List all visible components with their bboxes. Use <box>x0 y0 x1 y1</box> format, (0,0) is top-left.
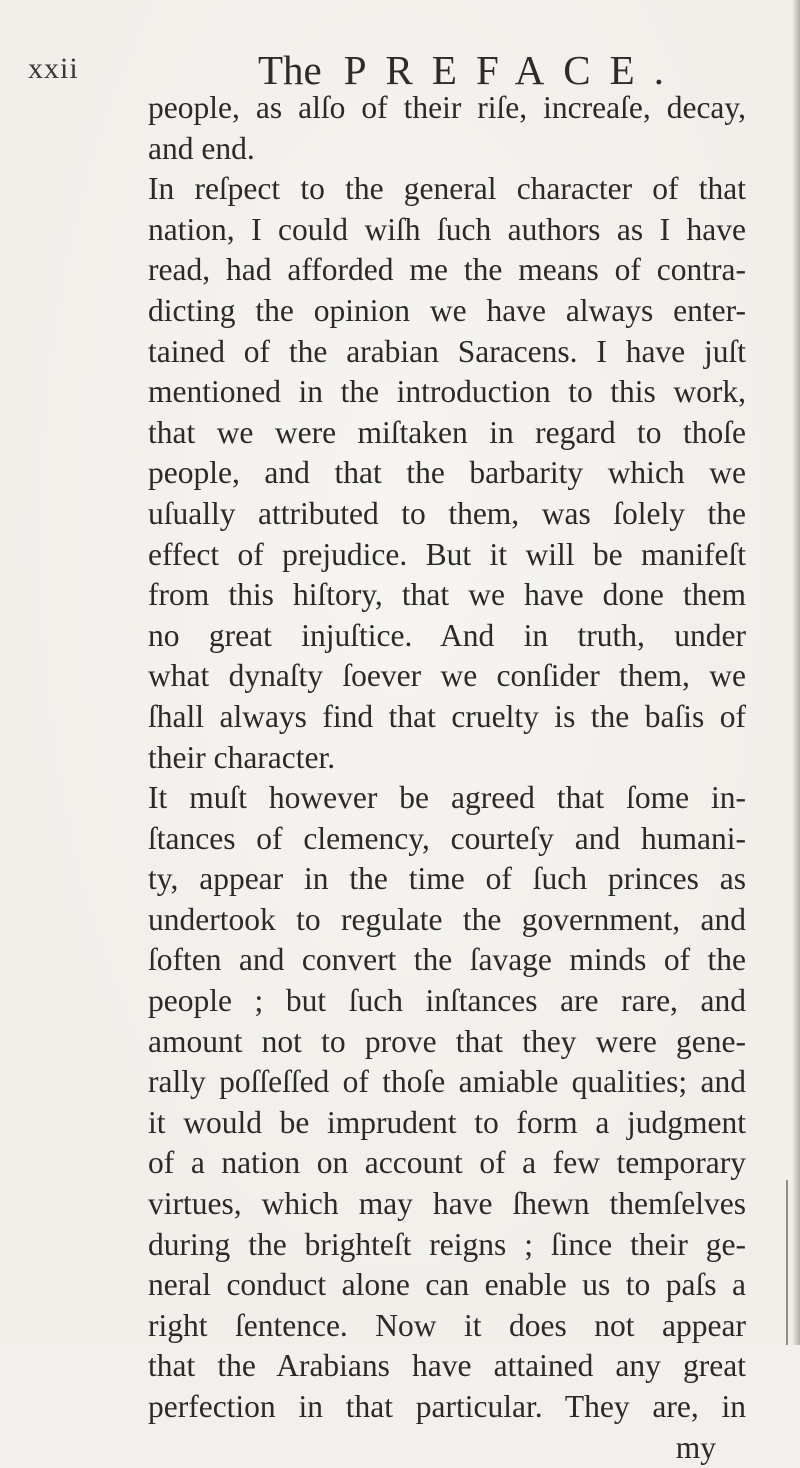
page-number: xxii <box>28 52 79 85</box>
page-edge-line <box>786 1180 788 1345</box>
text-line: ſtances of clemency, courteſy and humani- <box>148 820 746 856</box>
catchword: my <box>675 1429 716 1465</box>
text-line: amount not to prove that they were gene- <box>148 1023 746 1059</box>
text-line: during the brighteſt reigns ; ſince their ge- <box>148 1226 746 1262</box>
text-line: from this hiſtory, that we have done them <box>148 577 746 613</box>
text-line: no great injuſtice. And in truth, under <box>148 617 746 653</box>
text-line: tained of the arabian Saracens. I have juſt <box>148 333 746 369</box>
text-line: effect of prejudice. But it will be manifeſt <box>148 536 746 572</box>
text-line: that we were miſtaken in regard to thoſe <box>148 414 746 450</box>
text-line: uſually attributed to them, was ſolely the <box>148 495 746 531</box>
text-line: right ſentence. Now it does not appear <box>148 1307 746 1343</box>
text-line: and end. <box>148 130 255 166</box>
text-line: it would be imprudent to form a judgment <box>148 1104 746 1140</box>
text-line: read, had afforded me the means of contra- <box>148 252 746 288</box>
text-line: perfection in that particular. They are, in <box>148 1389 746 1424</box>
text-line: rally poſſeſſed of thoſe amiable qualities; and <box>148 1064 746 1100</box>
running-head <box>258 46 683 94</box>
text-line: their character. <box>148 739 336 775</box>
text-line: In reſpect to the general character of that <box>148 171 746 207</box>
text-line: what dynaſty ſoever we conſider them, we <box>148 658 746 694</box>
text-line: ſhall always find that cruelty is the baſis of <box>148 698 746 734</box>
text-line: people, as alſo of their riſe, increaſe, decay, <box>148 90 746 125</box>
text-line: undertook to regulate the government, and <box>148 901 746 937</box>
text-line: virtues, which may have ſhewn themſelves <box>148 1186 746 1222</box>
text-line: It muſt however be agreed that ſome in- <box>148 780 746 816</box>
text-line: people ; but ſuch inſtances are rare, and <box>148 983 746 1019</box>
page-edge-shadow <box>792 0 800 1345</box>
text-line: that the Arabians have attained any great <box>148 1348 746 1384</box>
text-line: nation, I could wiſh ſuch authors as I have <box>148 211 746 247</box>
text-line: ty, appear in the time of ſuch princes as <box>148 861 746 897</box>
text-line: of a nation on account of a few temporary <box>148 1145 746 1181</box>
running-head-the: The <box>258 47 322 93</box>
text-line: mentioned in the introduction to this work, <box>148 374 746 410</box>
body-text <box>148 88 746 1468</box>
text-line: people, and that the barbarity which we <box>148 455 746 491</box>
running-head-title: PREFACE. <box>343 47 683 93</box>
text-line: neral conduct alone can enable us to paſs a <box>148 1267 746 1303</box>
text-line: ſoften and convert the ſavage minds of the <box>148 942 746 978</box>
text-line: dicting the opinion we have always enter- <box>148 292 746 328</box>
